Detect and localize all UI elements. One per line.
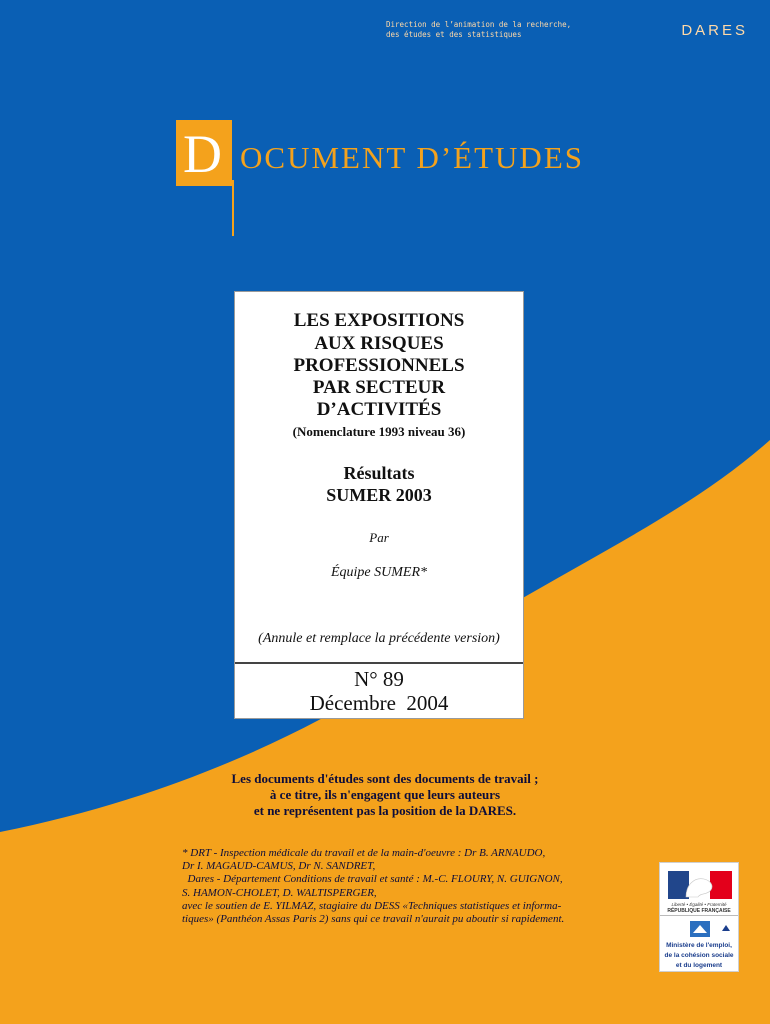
title-line-5: D’ACTIVITÉS [316, 399, 442, 420]
credits-line-3: Dares - Département Conditions de travail et santé : M.-C. FLOURY, N. GUIGNON, [182, 873, 563, 886]
version-note: (Annule et remplace la précédente version) [258, 631, 500, 646]
title-line-4: PAR SECTEUR [312, 377, 446, 398]
credits-line-6: tiques» (Panthéon Assas Paris 2) sans qui ce travail n'aurait pu aboutir si rapidement. [182, 913, 565, 926]
organization-line-2: des études et des statistiques [386, 30, 522, 39]
card-divider [235, 662, 523, 664]
credits-line-5: avec le soutien de E. YILMAZ, stagiaire du DESS «Techniques statistiques et informa- [182, 899, 562, 912]
document-number: N° 89 [354, 667, 404, 691]
disclaimer [150, 771, 620, 819]
author-credits [182, 847, 652, 926]
title-line-1: LES EXPOSITIONS [293, 310, 465, 331]
series-title: OCUMENT D’ÉTUDES [240, 140, 584, 175]
logo-divider [660, 915, 738, 916]
credits-line-2: Dr I. MAGAUD-CAMUS, Dr N. SANDRET, [182, 860, 376, 873]
ministry-line-3: et du logement [675, 962, 723, 969]
title-line-3: PROFESSIONNELS [293, 355, 465, 376]
disclaimer-line-2: à ce titre, ils n'engagent que leurs auteurs [269, 787, 501, 802]
ministry-line-2: de la cohésion sociale [664, 952, 734, 959]
series-accent-line [232, 180, 234, 236]
credits-line-4: S. HAMON-CHOLET, D. WALTISPERGER, [182, 886, 377, 899]
series-initial: D [183, 124, 222, 184]
credits-line-1: * DRT - Inspection médicale du travail et de la main-d'oeuvre : Dr B. ARNAUDO, [182, 847, 546, 859]
organization-line-1: Direction de l’animation de la recherche, [386, 20, 572, 29]
dares-acronym: DARES [681, 22, 748, 39]
title-card [234, 291, 524, 719]
subtitle-line-1: Résultats [343, 463, 415, 483]
document-date: Décembre 2004 [309, 691, 449, 715]
republic-motto: Liberté • Égalité • Fraternité [671, 902, 727, 907]
ministry-line-1: Ministère de l'emploi, [666, 942, 732, 949]
disclaimer-line-1: Les documents d'études sont des documents de travail ; [231, 771, 539, 786]
by-label: Par [369, 530, 389, 545]
disclaimer-line-3: et ne représentent pas la position de la DARES. [253, 803, 517, 818]
header-organization [386, 20, 571, 40]
nomenclature: (Nomenclature 1993 niveau 36) [292, 424, 466, 439]
ministry-emblem-icon [690, 921, 710, 937]
republic-name: RÉPUBLIQUE FRANÇAISE [667, 908, 731, 914]
title-line-2: AUX RISQUES [314, 333, 444, 354]
author: Équipe SUMER* [330, 565, 428, 580]
ministry-name [660, 941, 738, 971]
subtitle-line-2: SUMER 2003 [326, 485, 432, 505]
ministry-logo [659, 862, 739, 972]
